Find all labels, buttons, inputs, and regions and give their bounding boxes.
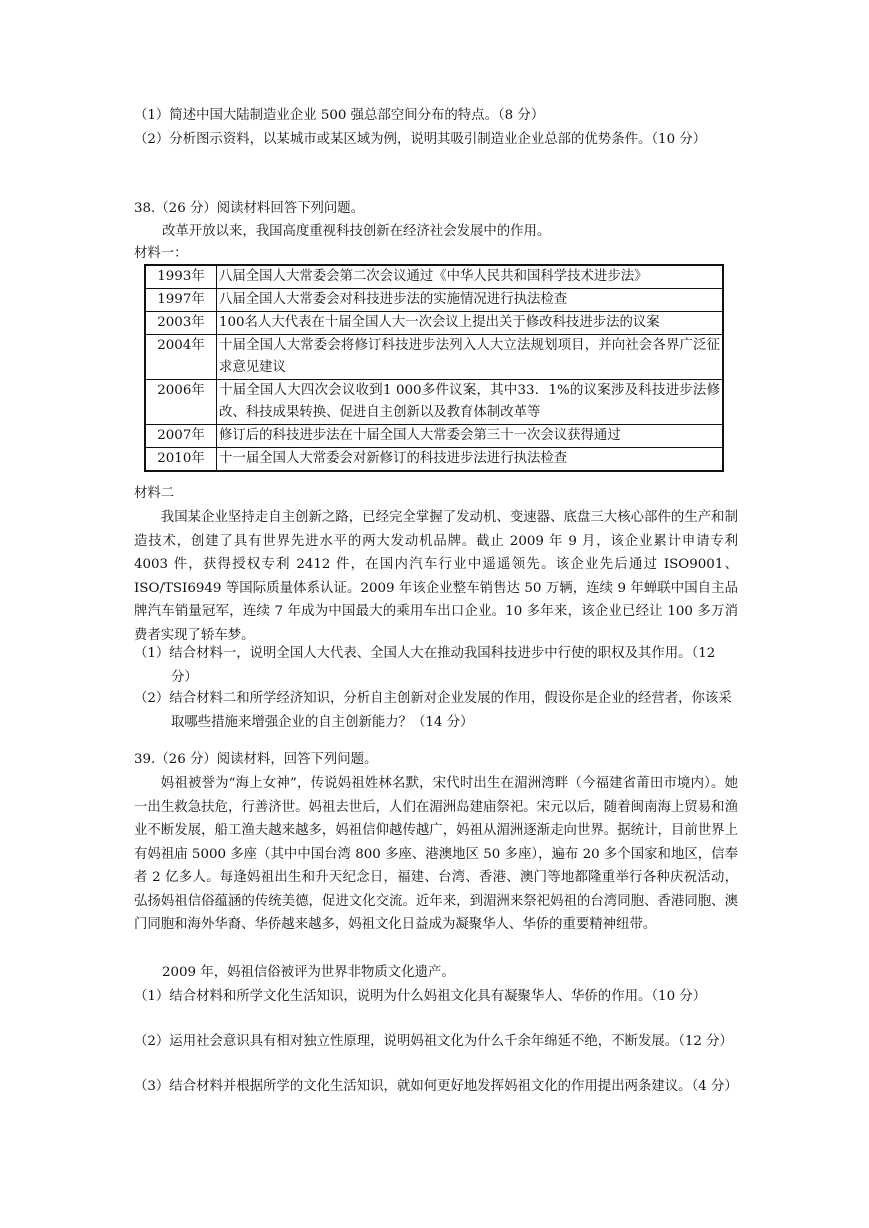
table-year: 1993年: [145, 265, 217, 289]
q39-heritage-note: 2009 年，妈祖信俗被评为世界非物质文化遗产。: [162, 965, 455, 980]
table-row: [145, 335, 723, 380]
q37-subquestion-1: （1）简述中国大陆制造业企业 500 强总部空间分布的特点。（8 分）: [134, 108, 545, 123]
material2-label: 材料二: [134, 486, 175, 501]
table-row: [145, 448, 723, 472]
q39-heading: 39.（26 分）阅读材料，回答下列问题。: [134, 752, 378, 767]
table-year: 2010年: [145, 448, 217, 472]
q39-subquestion-2: （2）运用社会意识具有相对独立性原理，说明妈祖文化为什么千余年绵延不绝，不断发展。（12 分）: [134, 1034, 733, 1049]
table-row: [145, 425, 723, 448]
q38-heading: 38.（26 分）阅读材料回答下列问题。: [134, 201, 365, 216]
q39-material-paragraph: 妈祖被誉为“海上女神”，传说妈祖姓林名默，宋代时出生在湄洲湾畔（今福建省莆田市境内）。她一出生救急扶危，行善济世。妈祖去世后，人们在湄洲岛建庙祭祀。宋元以后，随着闽南海上贸易和渔业不断发展，船工渔夫越来越多，妈祖信仰越传越广，妈祖从湄洲逐渐走向世界。据统计，目前世界上有妈祖庙 5000 多座（其中中国台湾 800 多座、港澳地区 50 多座），遍布 20 多个国家和地区，信奉者 2 亿多人。每逢妈祖出生和升天纪念日，福建、台湾、香港、澳门等地都隆重举行各种庆祝活动，弘扬妈祖信俗蕴涵的传统美德，促进文化交流。近年来，到湄洲来祭祀妈祖的台湾同胞、香港同胞、澳门同胞和海外华裔、华侨越来越多，妈祖文化日益成为凝聚华人、华侨的重要精神纽带。: [134, 776, 738, 932]
material2-paragraph: 我国某企业坚持走自主创新之路，已经完全掌握了发动机、变速器、底盘三大核心部件的生产和制造技术，创建了具有世界先进水平的两大发动机品牌。截止 2009 年 9 月，该企业累计申请专利 4003 件，获得授权专利 2412 件，在国内汽车行业中遥遥领先。该企业先后通过 ISO9001、ISO/TSI6949 等国际质量体系认证。2009 年该企业整车销售达 50 万辆，连续 9 年蝉联中国自主品牌汽车销量冠军，连续 7 年成为中国最大的乘用车出口企业。10 多年来，该企业已经让 100 多万消费者实现了轿车梦。: [134, 510, 738, 643]
q39-subquestion-1: （1）结合材料和所学文化生活知识，说明为什么妈祖文化具有凝聚华人、华侨的作用。（10 分）: [134, 989, 707, 1004]
table-event: 八届全国人大常委会对科技进步法的实施情况进行执法检查: [217, 289, 724, 312]
table-year: 2006年: [145, 380, 217, 425]
table-year: 1997年: [145, 289, 217, 312]
table-row: [145, 289, 723, 312]
table-year: 2004年: [145, 335, 217, 380]
q39-subquestion-3: （3）结合材料并根据所学的文化生活知识，就如何更好地发挥妈祖文化的作用提出两条建议。（4 分）: [134, 1079, 738, 1094]
table-event: 十届全国人大四次会议收到1 000多件议案，其中33．1%的议案涉及科技进步法修改、科技成果转换、促进自主创新以及教育体制改革等: [217, 380, 724, 425]
q38-subquestion-1: （1）结合材料一，说明全国人大代表、全国人大在推动我国科技进步中行使的职权及其作用。（12 分）: [134, 646, 716, 685]
q37-subquestion-2: （2）分析图示资料，以某城市或某区域为例，说明其吸引制造业企业总部的优势条件。（10 分）: [134, 132, 707, 147]
table-year: 2007年: [145, 425, 217, 448]
legislation-timeline-table: [144, 264, 724, 472]
table-event: 十一届全国人大常委会对新修订的科技进步法进行执法检查: [217, 448, 724, 472]
table-year: 2003年: [145, 312, 217, 335]
q38-intro: 改革开放以来，我国高度重视科技创新在经济社会发展中的作用。: [162, 224, 551, 239]
q38-subquestion-2: （2）结合材料二和所学经济知识，分析自主创新对企业发展的作用，假设你是企业的经营者，你该采取哪些措施来增强企业的自主创新能力？（14 分）: [134, 691, 732, 730]
table-row: [145, 312, 723, 335]
material1-label: 材料一：: [134, 246, 188, 261]
table-event: 十届全国人大常委会将修订科技进步法列入人大立法规划项目，并向社会各界广泛征求意见建议: [217, 335, 724, 380]
table-event: 八届全国人大常委会第二次会议通过《中华人民共和国科学技术进步法》: [217, 265, 724, 289]
table-event: 100名人大代表在十届全国人大一次会议上提出关于修改科技进步法的议案: [217, 312, 724, 335]
table-row: [145, 380, 723, 425]
table-row: [145, 265, 723, 289]
table-event: 修订后的科技进步法在十届全国人大常委会第三十一次会议获得通过: [217, 425, 724, 448]
